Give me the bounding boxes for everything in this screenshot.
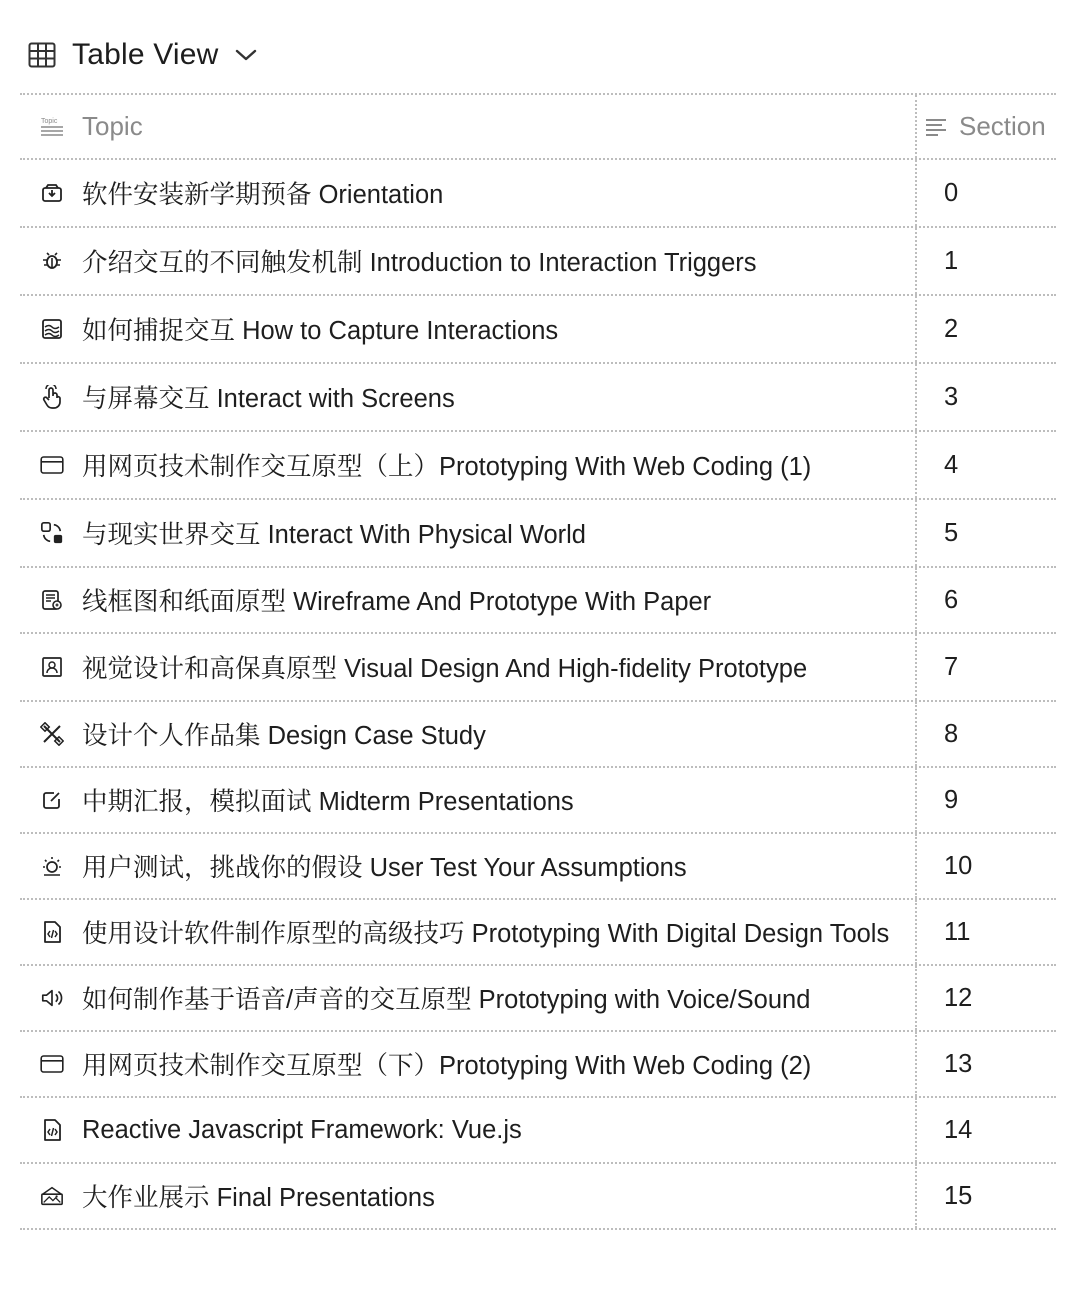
table-row[interactable] [20, 634, 1056, 702]
view-title: Table View [72, 38, 219, 71]
topic-cell[interactable] [20, 432, 915, 498]
table-row[interactable] [20, 834, 1056, 900]
wireframe-sheet-icon [40, 588, 64, 612]
column-header-section[interactable] [915, 95, 1056, 158]
section-cell[interactable] [915, 228, 1056, 294]
section-cell[interactable] [915, 834, 1056, 898]
topic-cell[interactable] [20, 568, 915, 632]
view-switcher[interactable] [28, 34, 257, 76]
section-cell[interactable] [915, 1032, 1056, 1096]
section-number: 5 [944, 518, 959, 547]
topic-text: 与现实世界交互 Interact With Physical World [82, 521, 586, 549]
section-cell[interactable] [915, 702, 1056, 766]
topic-cell[interactable] [20, 702, 915, 766]
table-grid-icon [28, 42, 56, 68]
table-header-row [20, 93, 1056, 160]
topic-text: 设计个人作品集 Design Case Study [82, 722, 486, 750]
bug-icon [40, 249, 64, 273]
table-row[interactable] [20, 702, 1056, 768]
table-row[interactable] [20, 568, 1056, 634]
browser-window-icon [40, 453, 64, 477]
section-number: 4 [944, 450, 959, 479]
table-row[interactable] [20, 296, 1056, 364]
table-row[interactable] [20, 160, 1056, 228]
topic-cell[interactable] [20, 500, 915, 566]
section-number: 2 [944, 314, 959, 343]
table-row[interactable] [20, 1032, 1056, 1098]
topic-text: 线框图和纸面原型 Wireframe And Prototype With Paper [82, 588, 712, 616]
topic-text: 介绍交互的不同触发机制 Introduction to Interaction Triggers [82, 249, 757, 277]
section-number: 3 [944, 382, 959, 411]
section-cell[interactable] [915, 432, 1056, 498]
section-cell[interactable] [915, 296, 1056, 362]
test-tube-icon [40, 854, 64, 878]
section-number: 15 [944, 1181, 973, 1210]
topic-text: 与屏幕交互 Interact with Screens [82, 385, 455, 413]
topic-cell[interactable] [20, 768, 915, 832]
course-table [20, 93, 1056, 1230]
table-row[interactable] [20, 364, 1056, 432]
topic-cell[interactable] [20, 296, 915, 362]
code-file-icon [40, 1118, 64, 1142]
section-cell[interactable] [915, 900, 1056, 964]
chevron-down-icon [235, 48, 257, 62]
browser-window-icon [40, 1052, 64, 1076]
presentation-edit-icon [40, 788, 64, 812]
topic-cell[interactable] [20, 160, 915, 226]
section-number: 8 [944, 719, 959, 748]
table-row[interactable] [20, 432, 1056, 500]
topic-cell[interactable] [20, 834, 915, 898]
topic-cell[interactable] [20, 1032, 915, 1096]
section-number: 12 [944, 983, 973, 1012]
section-number: 0 [944, 178, 959, 207]
section-cell[interactable] [915, 1164, 1056, 1228]
layers-icon [40, 317, 64, 341]
section-number: 11 [944, 917, 971, 946]
table-row[interactable] [20, 228, 1056, 296]
section-cell[interactable] [915, 500, 1056, 566]
topic-text: 软件安装新学期预备 Orientation [82, 181, 444, 209]
section-number: 1 [944, 246, 959, 275]
section-number: 6 [944, 585, 959, 614]
column-header-topic[interactable] [20, 95, 915, 158]
inbox-icon [40, 181, 64, 205]
section-cell[interactable] [915, 768, 1056, 832]
table-row[interactable] [20, 500, 1056, 568]
table-row[interactable] [20, 768, 1056, 834]
table-row[interactable] [20, 1164, 1056, 1230]
topic-text: Reactive Javascript Framework: Vue.js [82, 1115, 522, 1144]
section-number: 13 [944, 1049, 973, 1078]
section-cell[interactable] [915, 568, 1056, 632]
portrait-frame-icon [40, 655, 64, 679]
svg-text:Topic: Topic [41, 117, 58, 125]
column-label-section: Section [959, 111, 1046, 141]
topic-cell[interactable] [20, 228, 915, 294]
topic-cell[interactable] [20, 1098, 915, 1162]
topic-text: 如何制作基于语音/声音的交互原型 Prototyping with Voice/Sound [82, 986, 811, 1014]
speaker-icon [40, 986, 64, 1010]
section-number: 14 [944, 1115, 973, 1144]
topic-text: 用户测试，挑战你的假设 User Test Your Assumptions [82, 854, 687, 882]
section-cell[interactable] [915, 1098, 1056, 1162]
table-row[interactable] [20, 900, 1056, 966]
topic-text: 用网页技术制作交互原型（上）Prototyping With Web Coding (1) [82, 453, 812, 481]
section-cell[interactable] [915, 160, 1056, 226]
topic-cell[interactable] [20, 634, 915, 700]
column-label-topic: Topic [82, 111, 143, 141]
hand-tap-icon [40, 385, 64, 409]
topic-cell[interactable] [20, 1164, 915, 1228]
section-cell[interactable] [915, 364, 1056, 430]
sync-devices-icon [40, 521, 64, 545]
section-number: 7 [944, 652, 959, 681]
topic-text: 中期汇报，模拟面试 Midterm Presentations [82, 788, 574, 816]
topic-cell[interactable] [20, 364, 915, 430]
topic-text: 用网页技术制作交互原型（下）Prototyping With Web Coding (2) [82, 1052, 812, 1080]
table-row[interactable] [20, 1098, 1056, 1164]
topic-cell[interactable] [20, 900, 915, 964]
section-cell[interactable] [915, 634, 1056, 700]
text-topic-icon [40, 116, 64, 138]
image-tray-icon [40, 1184, 64, 1208]
code-file-icon [40, 920, 64, 944]
topic-text: 视觉设计和高保真原型 Visual Design And High-fidelity Prototype [82, 655, 808, 683]
topic-text: 大作业展示 Final Presentations [82, 1184, 435, 1212]
text-lines-icon [925, 117, 947, 137]
section-number: 9 [944, 785, 959, 814]
section-number: 10 [944, 851, 973, 880]
table-row[interactable] [20, 966, 1056, 1032]
design-tools-icon [40, 722, 64, 746]
topic-text: 使用设计软件制作原型的高级技巧 Prototyping With Digital Design Tools [82, 920, 890, 948]
topic-cell[interactable] [20, 966, 915, 1030]
section-cell[interactable] [915, 966, 1056, 1030]
topic-text: 如何捕捉交互 How to Capture Interactions [82, 317, 559, 345]
